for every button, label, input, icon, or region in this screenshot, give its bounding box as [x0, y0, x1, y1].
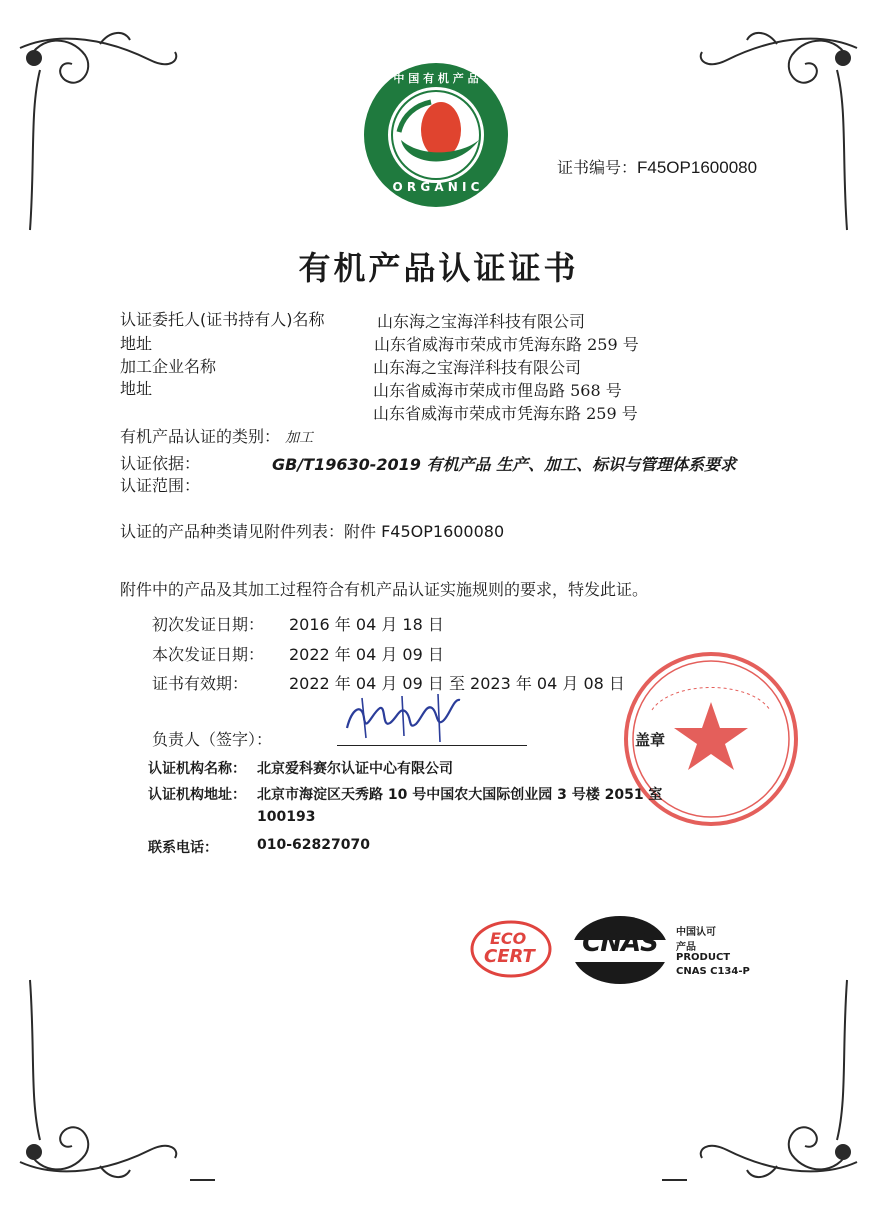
cert-number-row	[557, 155, 757, 178]
cnas-line-1: 中国认可	[676, 927, 716, 938]
org-name: 北京爱科赛尔认证中心有限公司	[257, 761, 453, 777]
responsible-label: 负责人（签字）：	[152, 730, 273, 749]
category-value: 加工	[285, 430, 314, 446]
cnas-text: CNAS	[582, 928, 658, 958]
date-current-label: 本次发证日期：	[152, 645, 265, 664]
field-value-processor-address-2: 山东省威海市荣成市凭海东路 259 号	[373, 404, 638, 423]
basis-label: 认证依据：	[120, 454, 201, 473]
category-row	[120, 424, 313, 447]
org-address: 北京市海淀区天秀路 10 号中国农大国际创业园 3 号楼 2051 室	[257, 787, 663, 803]
cnas-line-2: 产品	[676, 942, 696, 953]
ecocert-text-2: CERT	[484, 946, 535, 967]
field-label-processor: 加工企业名称	[120, 357, 217, 376]
field-label-holder: 认证委托人(证书持有人)名称	[120, 310, 325, 329]
page-title: 有机产品认证证书	[298, 249, 579, 287]
attachment-text: 认证的产品种类请见附件列表：附件 F45OP1600080	[120, 522, 505, 541]
cnas-line-4: CNAS C134-P	[676, 966, 750, 977]
organic-logo-top-text: 中 国 有 机 产 品	[393, 72, 479, 85]
date-first-label: 初次发证日期：	[152, 615, 265, 634]
field-value-holder: 山东海之宝海洋科技有限公司	[377, 312, 586, 331]
cert-number: F45OP1600080	[637, 158, 758, 177]
cert-number-label: 证书编号：	[557, 158, 638, 177]
statement: 附件中的产品及其加工过程符合有机产品认证实施规则的要求，特发此证。	[120, 580, 649, 599]
org-name-label: 认证机构名称：	[148, 761, 246, 777]
field-value-processor: 山东海之宝海洋科技有限公司	[373, 358, 582, 377]
phone: 010-62827070	[257, 837, 370, 853]
ecocert-text-1: ECO	[490, 929, 527, 948]
date-first-value: 2016 年 04 月 18 日	[289, 615, 444, 634]
field-label-address: 地址	[120, 334, 153, 353]
seal-label: 盖章	[635, 731, 666, 749]
scope-label: 认证范围：	[120, 476, 201, 495]
basis-value: GB/T19630-2019 有机产品 生产、加工、标识与管理体系要求	[272, 455, 737, 474]
field-label-processor-address: 地址	[120, 379, 153, 398]
field-value-processor-address-1: 山东省威海市荣成市俚岛路 568 号	[373, 381, 622, 400]
handwritten-signature	[342, 688, 472, 748]
date-valid-label: 证书有效期：	[152, 674, 249, 693]
org-address-label: 认证机构地址：	[148, 787, 246, 803]
date-valid-value: 2022 年 04 月 09 日 至 2023 年 04 月 08 日	[289, 674, 625, 693]
category-label: 有机产品认证的类别：	[120, 427, 281, 446]
phone-label: 联系电话：	[148, 840, 218, 856]
org-postcode: 100193	[257, 809, 316, 825]
organic-logo-bottom-text: O R G A N I C	[392, 180, 480, 194]
cnas-line-3: PRODUCT	[676, 952, 731, 963]
date-current-value: 2022 年 04 月 09 日	[289, 645, 444, 664]
field-value-address: 山东省威海市荣成市凭海东路 259 号	[374, 335, 639, 354]
